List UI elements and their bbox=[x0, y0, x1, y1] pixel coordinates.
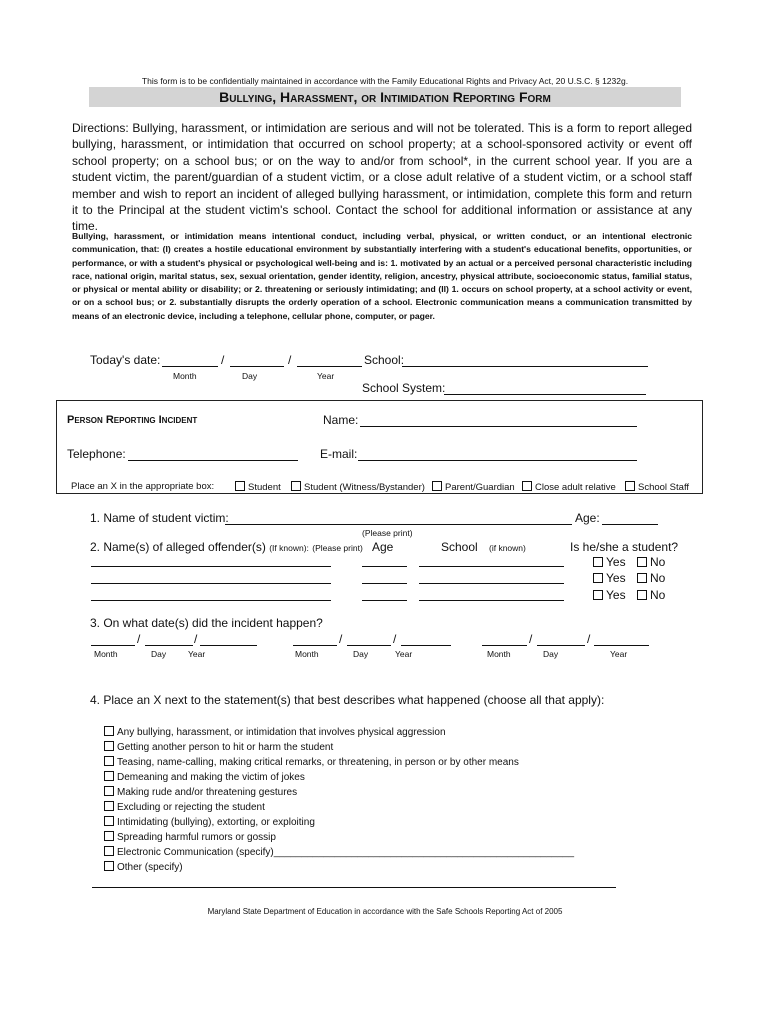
incident-option-rumors[interactable]: Spreading harmful rumors or gossip bbox=[104, 830, 574, 845]
incident-date-2-month[interactable] bbox=[293, 645, 337, 646]
date-slash: / bbox=[221, 353, 225, 367]
incident-option-physical-aggression[interactable]: Any bullying, harassment, or intimidation that involves physical aggression bbox=[104, 725, 574, 740]
checkbox-icon bbox=[104, 861, 114, 871]
day-caption: Day bbox=[151, 649, 167, 659]
incident-date-2-day[interactable] bbox=[347, 645, 391, 646]
student-yes-2[interactable]: Yes bbox=[593, 571, 626, 585]
checkbox-icon bbox=[104, 801, 114, 811]
footer-note: Maryland State Department of Education in accordance with the Safe Schools Reporting Act of 2005 bbox=[207, 907, 563, 916]
directions-text: Directions: Bullying, harassment, or intimidation are serious and will not be tolerated. This is a form to report alleged bullying, harassment, or intimidation that occurred on school property; at a school-sponsored activity or event off school property; on a school bus; or on the way to and/or from school*, in the current school year. If you are a student victim, the parent/guardian of a student victim, or a close adult relative of a student victim, or a school staff member and wish to report an incident of alleged bullying harassment, or intimidation, complete this form and return it to the Principal at the student victim's school. Contact the school for additional information or assistance at any time. bbox=[72, 121, 692, 234]
incident-type-list bbox=[104, 725, 574, 875]
checkbox-icon bbox=[593, 590, 603, 600]
date-slash: / bbox=[194, 632, 198, 646]
day-caption: Day bbox=[242, 371, 258, 381]
student-yes-1[interactable]: Yes bbox=[593, 555, 626, 569]
checkbox-icon bbox=[637, 590, 647, 600]
offender-age-field-1[interactable] bbox=[362, 566, 407, 567]
offender-age-field-3[interactable] bbox=[362, 600, 407, 601]
incident-option-teasing[interactable]: Teasing, name-calling, making critical remarks, or threatening, in person or by other means bbox=[104, 755, 574, 770]
date-slash: / bbox=[393, 632, 397, 646]
reporter-heading: Person Reporting Incident bbox=[67, 414, 198, 426]
school-system-field[interactable] bbox=[444, 394, 646, 395]
day-caption: Day bbox=[543, 649, 559, 659]
month-caption: Month bbox=[295, 649, 319, 659]
day-caption: Day bbox=[353, 649, 369, 659]
offender-age-field-2[interactable] bbox=[362, 583, 407, 584]
school-if-known: (if known) bbox=[489, 543, 526, 553]
incident-date-1-day[interactable] bbox=[145, 645, 193, 646]
place-x-instruction: Place an X in the appropriate box: bbox=[71, 481, 215, 492]
age-header: Age bbox=[372, 540, 394, 554]
date-day-field[interactable] bbox=[230, 366, 284, 367]
date-slash: / bbox=[339, 632, 343, 646]
victim-name-field[interactable] bbox=[225, 524, 572, 525]
incident-option-other[interactable]: Other (specify) bbox=[104, 860, 574, 875]
incident-option-gestures[interactable]: Making rude and/or threatening gestures bbox=[104, 785, 574, 800]
student-yes-3[interactable]: Yes bbox=[593, 588, 626, 602]
checkbox-icon bbox=[593, 557, 603, 567]
email-field[interactable] bbox=[358, 460, 637, 461]
role-checkbox-relative[interactable]: Close adult relative bbox=[522, 481, 616, 493]
telephone-label: Telephone: bbox=[67, 447, 126, 461]
student-no-1[interactable]: No bbox=[637, 555, 665, 569]
checkbox-icon bbox=[104, 831, 114, 841]
todays-date-label: Today's date: bbox=[90, 353, 161, 367]
offender-school-field-3[interactable] bbox=[419, 600, 564, 601]
incident-option-demeaning[interactable]: Demeaning and making the victim of jokes bbox=[104, 770, 574, 785]
please-print-note: (Please print) bbox=[362, 528, 413, 538]
year-caption: Year bbox=[317, 371, 335, 381]
checkbox-icon bbox=[235, 481, 245, 491]
date-slash: / bbox=[137, 632, 141, 646]
year-caption: Year bbox=[610, 649, 628, 659]
offender-name-field-1[interactable] bbox=[91, 566, 331, 567]
definition-text: Bullying, harassment, or intimidation means intentional conduct, including verbal, physical, or written conduct, or an intentional electronic communication, that: (I) creates a hostile educational environment by substantially interfering with a student's educational benefits, opportunities, or performance, or with a student's physical or psychological well-being and is: 1. motivated by an actual or a perceived personal characteristic including race, national origin, marital status, sex, sexual orientation, gender identity, religion, ancestry, physical attribute, socioeconomic status, familial status, or physical or mental ability or disability; or 2. threatening or seriously intimidating; and (II) 1. occurs on school property, at a school activity or event, or on a school bus; or 2. substantially disrupts the orderly operation of a school. Electronic communication means a communication transmitted by means of an electronic device, including a telephone, cellular phone, computer, or pager. bbox=[72, 231, 692, 321]
incident-date-3-year[interactable] bbox=[594, 645, 649, 646]
incident-date-3-month[interactable] bbox=[482, 645, 527, 646]
checkbox-icon bbox=[104, 786, 114, 796]
incident-option-electronic[interactable]: Electronic Communication (specify)______________________________________________________ bbox=[104, 845, 574, 860]
offenders-label: 2. Name(s) of alleged offender(s) (If known): (Please print) bbox=[90, 540, 363, 554]
incident-date-2-year[interactable] bbox=[401, 645, 451, 646]
incident-date-3-day[interactable] bbox=[537, 645, 585, 646]
checkbox-icon bbox=[104, 741, 114, 751]
checkbox-icon bbox=[104, 816, 114, 826]
telephone-field[interactable] bbox=[128, 460, 298, 461]
role-checkbox-student[interactable]: Student bbox=[235, 481, 281, 493]
school-field[interactable] bbox=[402, 366, 648, 367]
reporter-name-label: Name: bbox=[323, 413, 359, 427]
form-title: Bullying, Harassment, or Intimidation Reporting Form bbox=[89, 87, 681, 107]
date-slash: / bbox=[529, 632, 533, 646]
reporter-name-field[interactable] bbox=[360, 426, 637, 427]
checkbox-icon bbox=[432, 481, 442, 491]
checkbox-icon bbox=[625, 481, 635, 491]
student-no-2[interactable]: No bbox=[637, 571, 665, 585]
checkbox-icon bbox=[637, 573, 647, 583]
confidentiality-note: This form is to be confidentially maintained in accordance with the Family Educational Rights and Privacy Act, 20 U.S.C. § 1232g. bbox=[141, 76, 629, 86]
student-no-3[interactable]: No bbox=[637, 588, 665, 602]
school-label: School: bbox=[364, 353, 405, 367]
checkbox-icon bbox=[104, 846, 114, 856]
victim-age-field[interactable] bbox=[602, 524, 658, 525]
month-caption: Month bbox=[173, 371, 197, 381]
checkbox-icon bbox=[104, 771, 114, 781]
date-slash: / bbox=[587, 632, 591, 646]
incident-option-excluding[interactable]: Excluding or rejecting the student bbox=[104, 800, 574, 815]
student-header: Is he/she a student? bbox=[570, 540, 679, 554]
email-label: E-mail: bbox=[320, 447, 358, 461]
other-specify-field[interactable] bbox=[92, 887, 616, 888]
checkbox-icon bbox=[522, 481, 532, 491]
date-year-field[interactable] bbox=[297, 366, 362, 367]
checkbox-icon bbox=[104, 756, 114, 766]
checkbox-icon bbox=[593, 573, 603, 583]
year-caption: Year bbox=[188, 649, 206, 659]
date-month-field[interactable] bbox=[162, 366, 218, 367]
offender-school-field-1[interactable] bbox=[419, 566, 564, 567]
incident-dates-label: 3. On what date(s) did the incident happen? bbox=[90, 616, 323, 630]
what-happened-label: 4. Place an X next to the statement(s) that best describes what happened (choose all that apply): bbox=[90, 693, 605, 707]
month-caption: Month bbox=[487, 649, 511, 659]
date-slash: / bbox=[288, 353, 292, 367]
incident-date-1-year[interactable] bbox=[200, 645, 257, 646]
victim-age-label: Age: bbox=[575, 511, 600, 525]
victim-name-label: 1. Name of student victim: bbox=[90, 511, 229, 525]
school-system-label: School System: bbox=[362, 381, 446, 395]
role-checkbox-staff[interactable]: School Staff bbox=[625, 481, 689, 493]
school-header: School bbox=[441, 540, 478, 554]
checkbox-icon bbox=[291, 481, 301, 491]
year-caption: Year bbox=[395, 649, 413, 659]
role-checkbox-witness[interactable]: Student (Witness/Bystander) bbox=[291, 481, 425, 493]
incident-option-intimidating[interactable]: Intimidating (bullying), extorting, or exploiting bbox=[104, 815, 574, 830]
incident-option-getting-another[interactable]: Getting another person to hit or harm the student bbox=[104, 740, 574, 755]
checkbox-icon bbox=[637, 557, 647, 567]
role-checkbox-parent[interactable]: Parent/Guardian bbox=[432, 481, 515, 493]
month-caption: Month bbox=[94, 649, 118, 659]
offender-school-field-2[interactable] bbox=[419, 583, 564, 584]
incident-date-1-month[interactable] bbox=[91, 645, 135, 646]
checkbox-icon bbox=[104, 726, 114, 736]
offender-name-field-2[interactable] bbox=[91, 583, 331, 584]
offender-name-field-3[interactable] bbox=[91, 600, 331, 601]
